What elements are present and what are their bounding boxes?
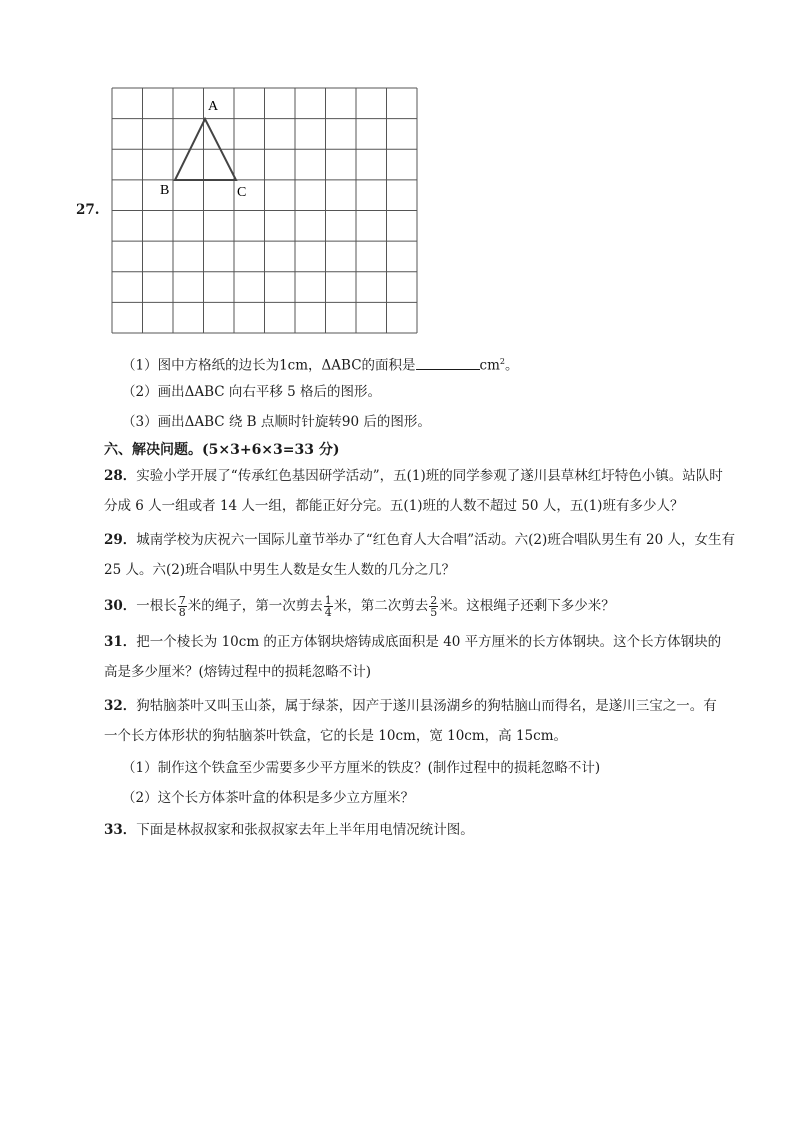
point-c-label: C	[237, 185, 247, 200]
point-b-label: B	[160, 183, 170, 198]
q29-line1: 29．城南学校为庆祝六一国际儿童节举办了“红色育人大合唱”活动。六(2)班合唱队男生有 20 人，女生有	[104, 532, 735, 548]
q27-sub1: （1）图中方格纸的边长为1cm，ΔABC的面积是 $cm^2$。	[122, 352, 519, 376]
q27-sub2: （2）画出ΔABC 向右平移 5 格后的图形。	[122, 384, 382, 400]
fraction-1-4: $\frac{1}{4}$	[324, 594, 332, 619]
answer-blank[interactable]	[416, 355, 480, 370]
q29-line2: 25 人。六(2)班合唱队中男生人数是女生人数的几分之几？	[104, 562, 456, 578]
q31-line2: 高是多少厘米？(熔铸过程中的损耗忽略不计)	[104, 664, 372, 680]
q28-line1: 28．实验小学开展了“传承红色基因研学活动”，五(1)班的同学参观了遂川县草林红圩特色小镇。站队时	[104, 468, 723, 484]
q32-sub2: （2）这个长方体茶叶盒的体积是多少立方厘米？	[122, 790, 415, 806]
q33-line1: 33．下面是林叔叔家和张叔叔家去年上半年用电情况统计图。	[104, 822, 474, 838]
q32-line2: 一个长方体形状的狗牯脑茶叶铁盒，它的长是 10cm，宽 10cm，高 15cm。	[104, 728, 567, 744]
fraction-2-5: $\frac{2}{5}$	[430, 594, 438, 619]
q27-sub3: （3）画出ΔABC 绕 B 点顺时针旋转90 后的图形。	[122, 414, 431, 430]
q28-line2: 分成 6 人一组或者 14 人一组，都能正好分完。五(1)班的人数不超过 50 人，五(1)班有多少人？	[104, 498, 684, 514]
section-title: 六、解决问题。(5×3+6×3=33 分)	[104, 442, 340, 458]
grid-diagram	[106, 84, 424, 338]
fraction-7-8: $\frac{7}{8}$	[178, 594, 186, 619]
point-a-label: A	[208, 99, 219, 114]
q32-line1: 32．狗牯脑茶叶又叫玉山茶，属于绿茶，因产于遂川县汤湖乡的狗牯脑山而得名，是遂川三宝之一。有	[104, 698, 717, 714]
q31-line1: 31．把一个棱长为 10cm 的正方体钢块熔铸成底面积是 40 平方厘米的长方体钢块。这个长方体钢块的	[104, 634, 722, 650]
q32-sub1: （1）制作这个铁盒至少需要多少平方厘米的铁皮？(制作过程中的损耗忽略不计)	[122, 760, 601, 776]
q30-line: 30．一根长 $\frac{7}{8}$ 米的绳子，第一次剪去 $\frac{1}{4}$ 米，第二次剪去 $\frac{2}{5}$ 米。这根绳子还剩下多少米？	[104, 594, 615, 619]
q27-number: 27.	[76, 202, 100, 218]
